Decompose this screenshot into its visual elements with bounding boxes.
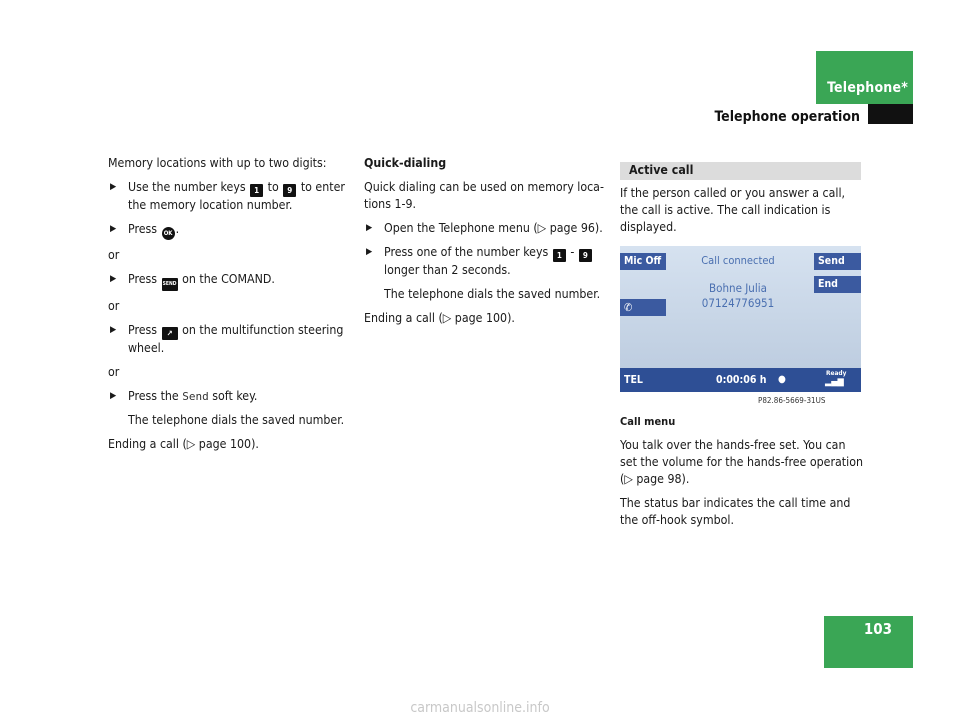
key-9-icon: 9 <box>283 184 296 197</box>
chapter-tab <box>816 51 913 104</box>
watermark: carmanualsonline.info <box>410 700 550 716</box>
key-1-icon: 1 <box>553 249 566 262</box>
step-press-ok: ▶ Press OK . <box>108 221 353 240</box>
ending-text: Ending a call (▷ page 100). <box>108 437 259 451</box>
bullet-arrow-icon: ▶ <box>110 391 117 401</box>
result-text: The telephone dials the saved number. <box>128 413 345 427</box>
mic-off-button[interactable]: Mic Off <box>620 253 666 270</box>
active-call-intro: If the person called or you answer a call, the call is active. The call indication is displayed. <box>620 186 846 234</box>
section-marker <box>868 104 913 124</box>
caller-name: Bohne Julia <box>709 281 767 295</box>
ready-label: Ready <box>826 369 847 377</box>
bullet-arrow-icon: ▶ <box>110 325 117 335</box>
key-1-icon: 1 <box>250 184 263 197</box>
call-menu-label: Call menu <box>620 415 676 428</box>
column-1 <box>108 155 353 460</box>
key-9-icon: 9 <box>579 249 592 262</box>
call-status: Call connected <box>701 254 775 267</box>
status-bar-text: The status bar indicates the call time and the off-hook symbol. <box>620 496 851 527</box>
phonebook-icon[interactable]: ✆ <box>620 299 666 316</box>
column-2 <box>364 155 609 334</box>
status-bar <box>620 368 861 392</box>
soft-key-label: Send <box>182 390 209 403</box>
bullet-arrow-icon: ▶ <box>366 223 373 233</box>
bullet-arrow-icon: ▶ <box>110 274 117 284</box>
call-time: 0:00:06 h <box>716 374 767 386</box>
off-hook-icon: ● <box>778 374 786 385</box>
page-number: 103 <box>863 620 892 638</box>
step-press-number: ▶ Press one of the number keys 1 - 9 longer than 2 seconds. <box>364 244 609 279</box>
tel-label: TEL <box>624 374 643 386</box>
or-text: or <box>108 299 120 313</box>
intro-text: Memory locations with up to two digits: <box>108 156 327 170</box>
call-screen <box>620 246 861 392</box>
step-press-send: ▶ Press SEND on the COMAND. <box>108 271 353 291</box>
handsfree-text: You talk over the hands-free set. You can set the volume for the hands-free operation (▷ page 98). <box>620 438 863 486</box>
bullet-arrow-icon: ▶ <box>110 182 117 192</box>
send-button[interactable]: Send <box>814 253 861 270</box>
chapter-title: Telephone* <box>827 80 908 96</box>
result-text: The telephone dials the saved number. <box>384 287 601 301</box>
figure-caption: P82.86-5669-31US <box>758 396 826 405</box>
ending-text: Ending a call (▷ page 100). <box>364 311 515 325</box>
bullet-arrow-icon: ▶ <box>110 224 117 234</box>
quick-dialing-intro: Quick dialing can be used on memory loca- tions 1-9. <box>364 180 604 211</box>
active-call-banner: Active call <box>620 162 861 180</box>
quick-dialing-heading: Quick-dialing <box>364 156 447 170</box>
send-key-icon: SEND <box>162 278 178 291</box>
step-enter-number: ▶ Use the number keys 1 to 9 to enter the memory location number. <box>110 180 345 212</box>
step-press-wheel: ▶ Press ↗ on the multifunction steering wheel. <box>110 323 344 355</box>
or-text: or <box>108 248 120 262</box>
ok-key-icon: OK <box>162 227 175 240</box>
or-text: or <box>108 365 120 379</box>
phone-pickup-icon: ↗ <box>162 327 178 340</box>
step-open-menu: ▶ Open the Telephone menu (▷ page 96). <box>366 221 603 235</box>
section-title: Telephone operation <box>714 109 860 125</box>
signal-icon: ▂▄▆ <box>825 377 844 387</box>
column-3-body <box>620 437 865 536</box>
caller-number: 07124776951 <box>701 296 775 310</box>
step-soft-key: ▶ Press the Send soft key. <box>110 389 258 403</box>
end-button[interactable]: End <box>814 276 861 293</box>
bullet-arrow-icon: ▶ <box>366 247 373 257</box>
